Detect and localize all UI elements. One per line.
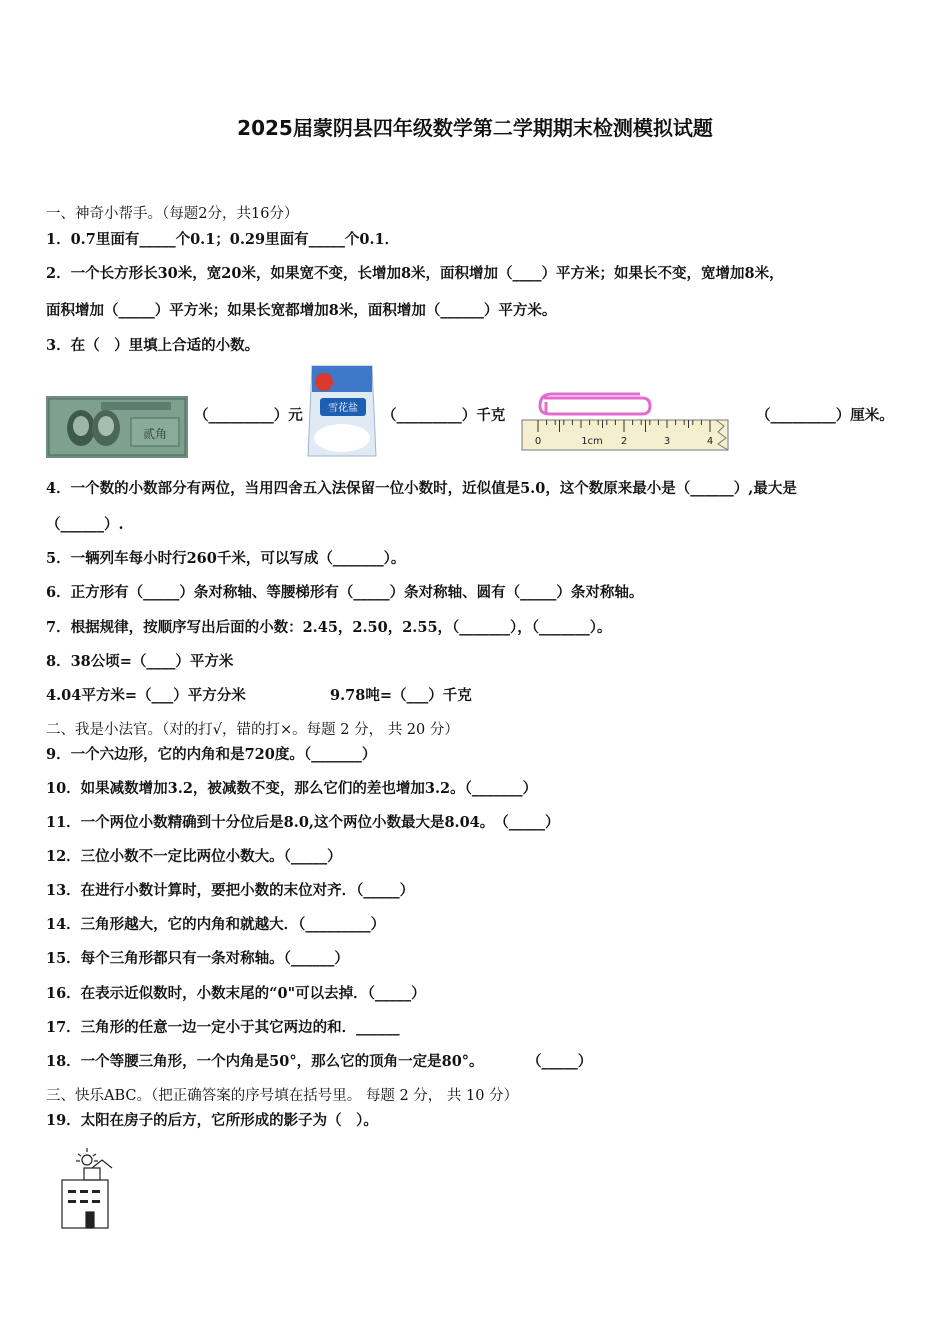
question-8-line-1: 8．38公顷=（____）平方米 [46,653,234,670]
question-5: 5．一辆列车每小时行260千米，可以写成（_______）。 [46,550,406,567]
question-12: 12．三位小数不一定比两位小数大。（_____） [46,848,342,865]
question-11: 11．一个两位小数精确到十分位后是8.0,这个两位小数最大是8.04。 （_____） [46,814,560,831]
section-2-heading: 二、我是小法官。（对的打√，错的打×。每题 2 分， 共 20 分） [46,722,459,738]
banknote-image [46,396,188,458]
question-8-line-2a: 4.04平方米=（___）平方分米 [46,687,246,704]
banknote-label: 贰角 [142,427,168,441]
salt-bag-label: 雪花盐 [328,403,358,414]
ruler-with-clip-image [520,390,740,456]
salt-bag-image [306,362,378,460]
question-3-yuan-blank: （_________）元 [194,407,303,424]
question-17: 17．三角形的任意一边一定小于其它两边的和．______ [46,1019,400,1036]
ruler-label-0: 0 [534,436,542,447]
question-14: 14．三角形越大，它的内角和就越大．（_________） [46,916,386,933]
question-18: 18．一个等腰三角形，一个内角是50°，那么它的顶角一定是80°。 （_____） [46,1053,593,1070]
question-9: 9．一个六边形，它的内角和是720度。（_______） [46,746,377,763]
question-13: 13．在进行小数计算时，要把小数的末位对齐．（_____） [46,882,415,899]
question-10: 10．如果减数增加3.2，被减数不变，那么它们的差也增加3.2。（_______） [46,780,538,797]
question-6: 6．正方形有（_____）条对称轴、等腰梯形有（_____）条对称轴、圆有（_____）条对称轴。 [46,584,644,601]
section-3-heading: 三、快乐ABC。（把正确答案的序号填在括号里。 每题 2 分， 共 10 分） [46,1088,519,1104]
house-with-sun-image [56,1146,116,1230]
question-16: 16．在表示近似数时，小数末尾的“0"可以去掉．（_____） [46,985,426,1002]
ruler-label-2: 2 [620,436,628,447]
ruler-label-4: 4 [706,436,714,447]
question-4-line-1: 4．一个数的小数部分有两位，当用四舍五入法保留一位小数时，近似值是5.0，这个数原来最小是（______）,最大是 [46,480,797,497]
question-3-images [0,360,950,460]
question-19: 19．太阳在房子的后方，它所形成的影子为（ ）。 [46,1112,378,1129]
question-1: 1．0.7里面有_____个0.1；0.29里面有_____个0.1． [46,231,400,248]
ruler-label-1: 1cm [581,436,603,447]
question-7: 7．根据规律，按顺序写出后面的小数：2.45，2.50，2.55，（_______），（_______）。 [46,619,612,636]
question-8-line-2b: 9.78吨=（___）千克 [330,687,472,704]
section-1-heading: 一、神奇小帮手。（每题2分，共16分） [46,206,299,222]
question-3-cm-blank: （_________）厘米。 [756,407,894,424]
ruler-label-3: 3 [663,436,671,447]
question-2-line-1: 2．一个长方形长30米，宽20米，如果宽不变，长增加8米，面积增加（____）平方米；如果长不变，宽增加8米， [46,265,784,282]
question-2-line-2: 面积增加（_____）平方米；如果长宽都增加8米，面积增加（______）平方米。 [46,302,557,319]
question-3: 3．在（ ）里填上合适的小数。 [46,337,260,354]
question-3-kg-blank: （_________）千克 [382,407,506,424]
question-4-line-2: （______）. [46,516,124,533]
page-title: 2025届蒙阴县四年级数学第二学期期末检测模拟试题 [237,116,713,140]
question-15: 15．每个三角形都只有一条对称轴。（______） [46,950,349,967]
